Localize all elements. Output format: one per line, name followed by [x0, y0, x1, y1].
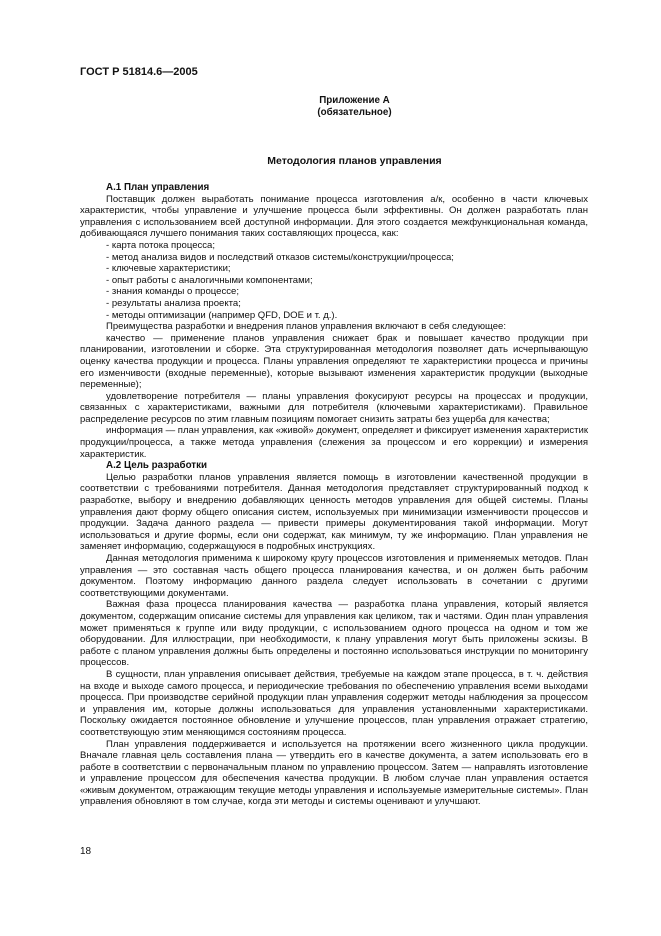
section-heading: А.2 Цель разработки — [106, 460, 208, 472]
paragraph: В сущности, план управления описывает действия, требуемые на каждом этапе процесса, в т. ч. действия на входе и выходе самого процесса, и периодические требования по обеспечению управления всеми выходами процесса. При производстве серийной продукции план управления содержит методы наблюдения за процессом и управления им, которые должны использоваться для управления установленными характеристиками. Поскольку ожидается постоянное обновление и улучшение процессов, план управления отражает стратегию, соответствующую этим меняющимся состояниям процесса. — [80, 668, 588, 738]
document-body — [80, 182, 588, 808]
list-item: - ключевые характеристики; — [106, 263, 231, 275]
paragraph: качество — применение планов управления снижает брак и повышает качество продукции при планировании, изготовлении и сборке. Эта структурированная методология позволяет дать исчерпывающую оценку качества продукции и процесса. Планы управления определяют те характеристики процесса и причины его изменчивости (входные переменные), которые вызывают изменения характеристик продукции (выходные переменные); — [80, 332, 588, 391]
paragraph: удовлетворение потребителя — планы управления фокусируют ресурсы на процессах и продукции, связанных с характеристиками, важными для потребителя (ключевыми характеристиками). Правильное распределение ресурсов по этим главным позициям помогает снизить затраты без ущерба для качества; — [80, 390, 588, 425]
paragraph: Целью разработки планов управления является помощь в изготовлении качественной продукции в соответствии с требованиями потребителя. Данная методология представляет структурированный подход к разработке, выбору и внедрению добавляющих ценность методов управления для общей системы. Планы управления дают форму общего описания систем, используемых при минимизации изменчивости процессов и продукции. Задача данного раздела — привести примеры документирования такой информации. Могут использоваться и другие формы, если они содержат, как минимум, ту же информацию. План управления не заменяет информацию, содержащуюся в подробных инструкциях. — [80, 471, 588, 553]
paragraph: информация — план управления, как «живой» документ, определяет и фиксирует изменения характеристик продукции/процесса, а также метода управления (слежения за процессом и его коррекции) и измерения характеристик. — [80, 425, 588, 460]
paragraph: Поставщик должен выработать понимание процесса изготовления а/к, особенно в части ключевых характеристик, чтобы управление и улучшение процесса были эффективны. Он должен разработать план управления с использованием всей доступной информации. Для этого создается межфункциональная команда, добивающаяся лучшего понимания таких составляющих процесса, как: — [80, 193, 588, 240]
document-header: ГОСТ Р 51814.6—2005 — [80, 66, 198, 78]
list-item: - результаты анализа проекта; — [106, 297, 241, 309]
paragraph: Важная фаза процесса планирования качества — разработка плана управления, который является документом, содержащим описание системы для управления как целиком, так и частями. Один план управления может применяться к группе или виду продукции, с использованием одного процесса на одном и том же оборудовании. Для иллюстрации, при необходимости, к плану управления могут быть приложены эскизы. В работе с планом управления должны быть определены и постоянно использоваться инструкции по мониторингу процессов. — [80, 599, 588, 669]
list-item: - опыт работы с аналогичными компонентами; — [106, 274, 313, 286]
list-item: - методы оптимизации (например QFD, DOE и т. д.). — [106, 309, 338, 321]
page-title: Методология планов управления — [267, 155, 442, 167]
paragraph: Данная методология применима к широкому кругу процессов изготовления и применяемых методов. План управления — это составная часть общего процесса планирования качества, и он должен быть рабочим документом. Поэтому информацию данного раздела следует использовать в сочетании с другими соответствующими документами. — [80, 553, 588, 599]
list-item: - знания команды о процессе; — [106, 286, 239, 298]
list-item: - карта потока процесса; — [106, 239, 216, 251]
appendix-title: Приложение А — [319, 95, 390, 106]
page-number: 18 — [80, 846, 92, 857]
appendix-heading — [0, 95, 661, 119]
appendix-status: (обязательное) — [317, 107, 392, 118]
paragraph: План управления поддерживается и используется на протяжении всего жизненного цикла продукции. Вначале главная цель составления плана — утвердить его в качестве документа, а затем использовать его в работе в соответствии с первоначальным планом по управлению процессом. Затем — направлять изготовление и управление процессом для обеспечения качества продукции. В любом случае план управления остается «живым документом, отражающим текущие методы управления и используемые измерительные системы». План управления обновляют в том случае, когда эти методы и системы оценивают и улучшают. — [80, 738, 588, 808]
list-item: - метод анализа видов и последствий отказов системы/конструкции/процесса; — [106, 251, 454, 263]
section-heading: А.1 План управления — [106, 182, 210, 193]
paragraph: Преимущества разработки и внедрения планов управления включают в себя следующее: — [106, 321, 507, 333]
